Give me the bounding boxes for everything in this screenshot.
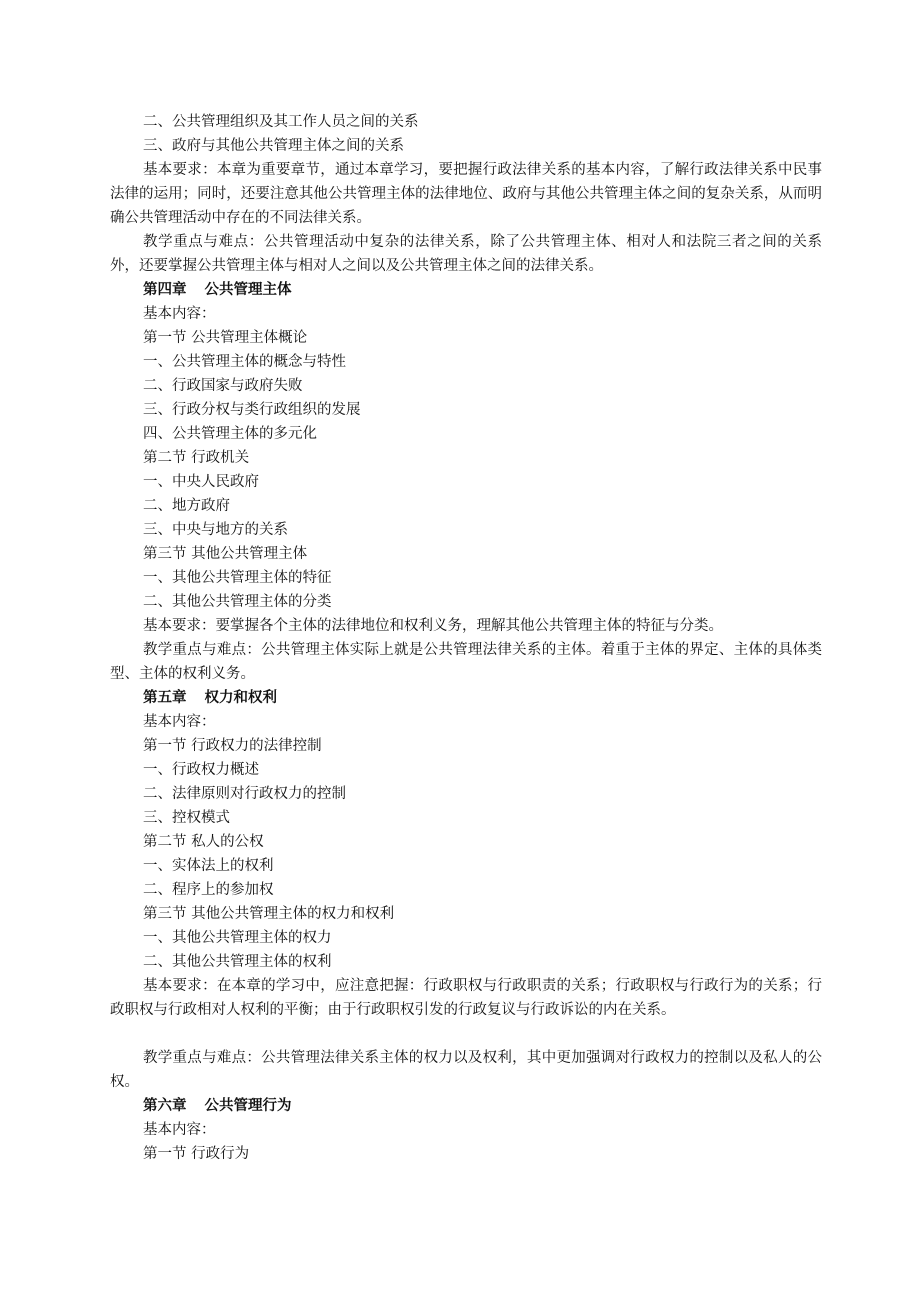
- section-item: 一、中央人民政府: [143, 474, 259, 490]
- section-item: 一、其他公共管理主体的特征: [143, 570, 332, 586]
- section-item: 一、实体法上的权利: [143, 858, 274, 874]
- section-item: 三、控权模式: [143, 810, 230, 826]
- requirements-paragraph: 基本要求：本章为重要章节，通过本章学习，要把握行政法律关系的基本内容，了解行政法律关系中民事法律的运用；同时，还要注意其他公共管理主体的法律地位、政府与其他公共管理主体之间的复杂关系，从而明确公共管理活动中存在的不同法律关系。: [110, 162, 822, 226]
- section-item: 一、公共管理主体的概念与特性: [143, 354, 346, 370]
- chapter-number: 第四章: [143, 281, 187, 298]
- basic-content-label: 基本内容：: [143, 714, 216, 730]
- chapter-heading: [110, 686, 822, 710]
- section-item: 二、其他公共管理主体的权利: [143, 954, 332, 970]
- section-item: 一、其他公共管理主体的权力: [143, 930, 332, 946]
- section-item: 二、公共管理组织及其工作人员之间的关系: [143, 114, 419, 130]
- section-item: 二、程序上的参加权: [143, 882, 274, 898]
- section-title: 第一节 行政行为: [143, 1146, 250, 1162]
- chapter-number: 第五章: [143, 689, 187, 706]
- section-item: 一、行政权力概述: [143, 762, 259, 778]
- section-item: 四、公共管理主体的多元化: [143, 426, 317, 442]
- section-title: 第二节 行政机关: [143, 450, 250, 466]
- document-page: [110, 110, 822, 1166]
- key-points-paragraph: 教学重点与难点：公共管理法律关系主体的权力以及权利，其中更加强调对行政权力的控制以及私人的公权。: [110, 1050, 822, 1090]
- section-title: 第一节 行政权力的法律控制: [143, 738, 322, 754]
- section-item: 二、地方政府: [143, 498, 230, 514]
- section-title: 第一节 公共管理主体概论: [143, 330, 308, 346]
- section-item: 三、行政分权与类行政组织的发展: [143, 402, 361, 418]
- key-points-paragraph: 教学重点与难点：公共管理主体实际上就是公共管理法律关系的主体。着重于主体的界定、主体的具体类型、主体的权利义务。: [110, 642, 822, 682]
- section-item: 二、其他公共管理主体的分类: [143, 594, 332, 610]
- blank-line: [110, 1022, 822, 1046]
- section-item: 三、政府与其他公共管理主体之间的关系: [143, 138, 404, 154]
- basic-content-label: 基本内容：: [143, 1122, 216, 1138]
- section-title: 第二节 私人的公权: [143, 834, 264, 850]
- chapter-title: 权力和权利: [204, 689, 277, 706]
- chapter-heading: [110, 1094, 822, 1118]
- section-title: 第三节 其他公共管理主体的权力和权利: [143, 906, 395, 922]
- requirements-paragraph: 基本要求：要掌握各个主体的法律地位和权利义务，理解其他公共管理主体的特征与分类。: [143, 618, 723, 634]
- section-item: 三、中央与地方的关系: [143, 522, 288, 538]
- chapter-number: 第六章: [143, 1097, 187, 1114]
- chapter-heading: [110, 278, 822, 302]
- section-title: 第三节 其他公共管理主体: [143, 546, 308, 562]
- requirements-paragraph: 基本要求：在本章的学习中，应注意把握：行政职权与行政职责的关系；行政职权与行政行为的关系；行政职权与行政相对人权利的平衡；由于行政职权引发的行政复议与行政诉讼的内在关系。: [110, 978, 822, 1018]
- basic-content-label: 基本内容：: [143, 306, 216, 322]
- section-item: 二、法律原则对行政权力的控制: [143, 786, 346, 802]
- chapter-title: 公共管理主体: [204, 281, 292, 298]
- section-item: 二、行政国家与政府失败: [143, 378, 303, 394]
- key-points-paragraph: 教学重点与难点：公共管理活动中复杂的法律关系，除了公共管理主体、相对人和法院三者之间的关系外，还要掌握公共管理主体与相对人之间以及公共管理主体之间的法律关系。: [110, 234, 822, 274]
- chapter-title: 公共管理行为: [204, 1097, 292, 1114]
